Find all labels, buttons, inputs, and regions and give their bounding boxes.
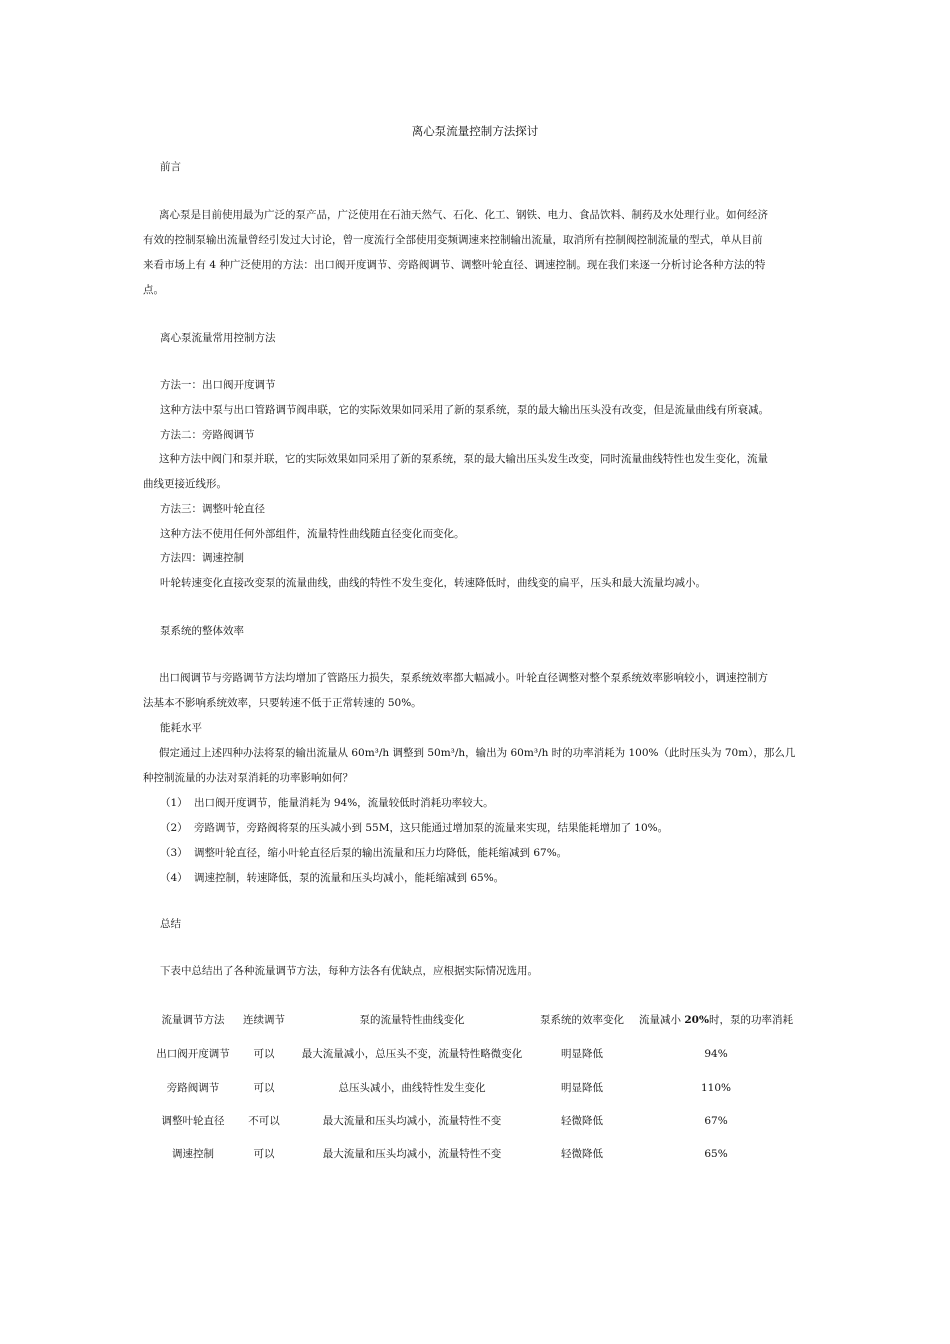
preface-line: 离心泵是目前使用最为广泛的泵产品，广泛使用在石油天然气、石化、化工、钢铁、电力、食品饮料、制药及水处理行业。如何经济 xyxy=(159,209,768,221)
method1-title: 方法一：出口阀开度调节 xyxy=(160,379,276,391)
preface-line: 有效的控制泵输出流量曾经引发过大讨论，曾一度流行全部使用变频调速来控制输出流量，取消所有控制阀控制流量的型式，单从目前 xyxy=(143,234,763,246)
item-text: 旁路调节，旁路阀将泵的压头减小到 55M，这只能通过增加泵的流量来实现，结果能耗增加了 10%。 xyxy=(194,822,669,834)
table-row xyxy=(150,1146,810,1162)
energy-item xyxy=(160,846,567,860)
table-cell: 明显降低 xyxy=(561,1082,603,1094)
table-cell: 最大流量减小，总压头不变，流量特性略微变化 xyxy=(301,1048,523,1060)
table-header-cell: 流量调节方法 xyxy=(161,1014,225,1026)
header-text: 流量减小 xyxy=(639,1014,685,1026)
item-text: 出口阀开度调节，能量消耗为 94%，流量较低时消耗功率较大。 xyxy=(194,797,494,809)
table-cell: 旁路阀调节 xyxy=(166,1082,220,1094)
table-cell: 总压头减小，曲线特性发生变化 xyxy=(338,1082,486,1094)
table-cell: 不可以 xyxy=(248,1115,280,1127)
table-cell: 94% xyxy=(704,1048,728,1060)
method2-text: 曲线更接近线形。 xyxy=(143,478,227,490)
energy-line: 种控制流量的办法对泵消耗的功率影响如何？ xyxy=(143,772,353,784)
energy-heading: 能耗水平 xyxy=(160,722,202,734)
energy-item xyxy=(160,821,668,835)
efficiency-heading: 泵系统的整体效率 xyxy=(160,625,244,637)
preface-heading: 前言 xyxy=(160,161,181,173)
method3-title: 方法三：调整叶轮直径 xyxy=(160,503,265,515)
table-cell: 可以 xyxy=(253,1082,275,1094)
table-header-cell: 泵的流量特性曲线变化 xyxy=(359,1014,465,1026)
energy-item xyxy=(160,796,494,810)
table-cell: 明显降低 xyxy=(561,1048,603,1060)
item-text: 调整叶轮直径，缩小叶轮直径后泵的输出流量和压力均降低，能耗缩减到 67%。 xyxy=(194,847,568,859)
method2-text: 这种方法中阀门和泵并联，它的实际效果如同采用了新的泵系统，泵的最大输出压头发生改变，同时流量曲线特性也发生变化，流量 xyxy=(159,453,768,465)
table-cell: 可以 xyxy=(253,1048,275,1060)
energy-line: 假定通过上述四种办法将泵的输出流量从 60m³/h 调整到 50m³/h，输出为 60m³/h 时的功率消耗为 100%（此时压头为 70m），那么几 xyxy=(159,747,796,759)
summary-heading: 总结 xyxy=(160,918,181,930)
preface-line: 点。 xyxy=(143,284,164,296)
table-cell: 调整叶轮直径 xyxy=(161,1115,225,1127)
item-number: （3） xyxy=(160,847,188,859)
item-number: （2） xyxy=(160,822,188,834)
table-cell: 最大流量和压头均减小，流量特性不变 xyxy=(322,1148,502,1160)
table-cell: 出口阀开度调节 xyxy=(156,1048,230,1060)
preface-line: 来看市场上有 4 种广泛使用的方法：出口阀开度调节、旁路阀调节、调整叶轮直径、调速控制。现在我们来逐一分析讨论各种方法的特 xyxy=(143,259,766,271)
table-cell: 最大流量和压头均减小，流量特性不变 xyxy=(322,1115,502,1127)
summary-text: 下表中总结出了各种流量调节方法，每种方法各有优缺点，应根据实际情况选用。 xyxy=(160,965,538,977)
methods-heading: 离心泵流量常用控制方法 xyxy=(160,332,276,344)
table-header-cell: 泵系统的效率变化 xyxy=(540,1014,624,1026)
table-cell: 轻微降低 xyxy=(561,1148,603,1160)
table-row xyxy=(150,1113,810,1129)
item-number: （1） xyxy=(160,797,188,809)
document-title: 离心泵流量控制方法探讨 xyxy=(411,124,539,138)
table-cell: 110% xyxy=(700,1082,732,1094)
table-cell: 可以 xyxy=(253,1148,275,1160)
header-text-bold: 20% xyxy=(684,1014,709,1026)
item-text: 调速控制，转速降低，泵的流量和压头均减小，能耗缩减到 65%。 xyxy=(194,872,505,884)
table-cell: 调速控制 xyxy=(172,1148,214,1160)
method2-title: 方法二：旁路阀调节 xyxy=(160,429,255,441)
table-row xyxy=(150,1080,810,1096)
table-cell: 67% xyxy=(704,1115,728,1127)
energy-item xyxy=(160,871,504,885)
table-cell: 轻微降低 xyxy=(561,1115,603,1127)
method3-text: 这种方法不使用任何外部组件，流量特性曲线随直径变化而变化。 xyxy=(160,528,465,540)
table-row xyxy=(150,1046,810,1062)
efficiency-line: 法基本不影响系统效率，只要转速不低于正常转速的 50%。 xyxy=(143,697,422,709)
efficiency-line: 出口阀调节与旁路调节方法均增加了管路压力损失，泵系统效率都大幅减小。叶轮直径调整对整个泵系统效率影响较小，调速控制方 xyxy=(159,672,768,684)
method4-text: 叶轮转速变化直接改变泵的流量曲线，曲线的特性不发生变化，转速降低时，曲线变的扁平，压头和最大流量均减小。 xyxy=(160,577,706,589)
table-cell: 65% xyxy=(704,1148,728,1160)
table-header-cell xyxy=(632,1012,800,1028)
header-text: 时，泵的功率消耗 xyxy=(708,1014,793,1026)
table-header-cell: 连续调节 xyxy=(243,1014,285,1026)
method1-text: 这种方法中泵与出口管路调节阀串联，它的实际效果如同采用了新的泵系统，泵的最大输出压头没有改变，但是流量曲线有所衰减。 xyxy=(160,404,769,416)
table-header-row xyxy=(150,1012,810,1028)
item-number: （4） xyxy=(160,872,188,884)
method4-title: 方法四：调速控制 xyxy=(160,552,244,564)
